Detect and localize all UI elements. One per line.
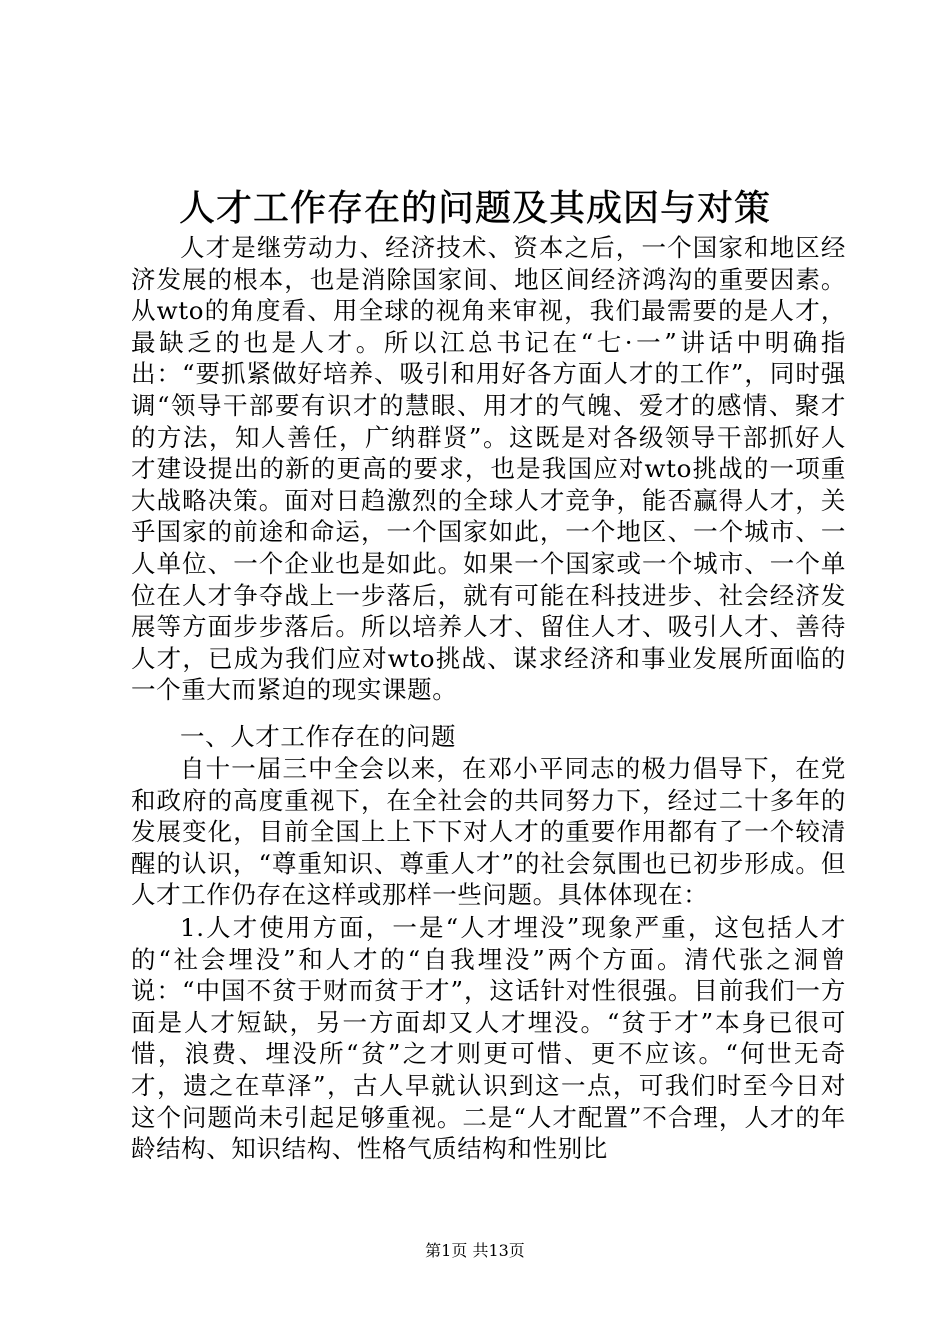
- paragraph-background: 自十一届三中全会以来，在邓小平同志的极力倡导下，在党和政府的高度重视下，在全社会的共同努力下，经过二十多年的发展变化，目前全国上上下下对人才的重要作用都有了一个较清醒的认识，“尊重知识、尊重人才”的社会氛围也已初步形成。但人才工作仍存在这样或那样一些问题。具体体现在：: [131, 754, 846, 910]
- section-heading: 一、人才工作存在的问题: [180, 722, 457, 751]
- document-title: 人才工作存在的问题及其成因与对策: [178, 188, 771, 229]
- paragraph-intro: 人才是继劳动力、经济技术、资本之后，一个国家和地区经济发展的根本，也是消除国家间、地区间经济鸿沟的重要因素。从wto的角度看、用全球的视角来审视，我们最需要的是人才，最缺乏的也是人才。所以江总书记在“七·一”讲话中明确指出：“要抓紧做好培养、吸引和用好各方面人才的工作”，同时强调“领导干部要有识才的慧眼、用才的气魄、爱才的感情、聚才的方法，知人善任，广纳群贤”。这既是对各级领导干部抓好人才建设提出的新的更高的要求，也是我国应对wto挑战的一项重大战略决策。面对日趋激烈的全球人才竞争，能否赢得人才，关乎国家的前途和命运，一个国家如此，一个地区、一个城市、一人单位、一个企业也是如此。如果一个国家或一个城市、一个单位在人才争夺战上一步落后，就有可能在科技进步、社会经济发展等方面步步落后。所以培养人才、留住人才、吸引人才、善待人才，已成为我们应对wto挑战、谋求经济和事业发展所面临的一个重大而紧迫的现实课题。: [131, 233, 846, 705]
- page-number-footer: 第1页 共13页: [425, 1241, 525, 1260]
- paragraph-talent-usage: 1.人才使用方面，一是“人才埋没”现象严重，这包括人才的“社会埋没”和人才的“自我埋没”两个方面。清代张之洞曾说：“中国不贫于财而贫于才”，这话针对性很强。目前我们一方面是人才短缺，另一方面却又人才埋没。“贫于才”本身已很可惜，浪费、埋没所“贫”之才则更可惜、更不应该。“何世无奇才，遗之在草泽”，古人早就认识到这一点，可我们时至今日对这个问题尚未引起足够重视。二是“人才配置”不合理，人才的年龄结构、知识结构、性格气质结构和性别比: [131, 913, 846, 1164]
